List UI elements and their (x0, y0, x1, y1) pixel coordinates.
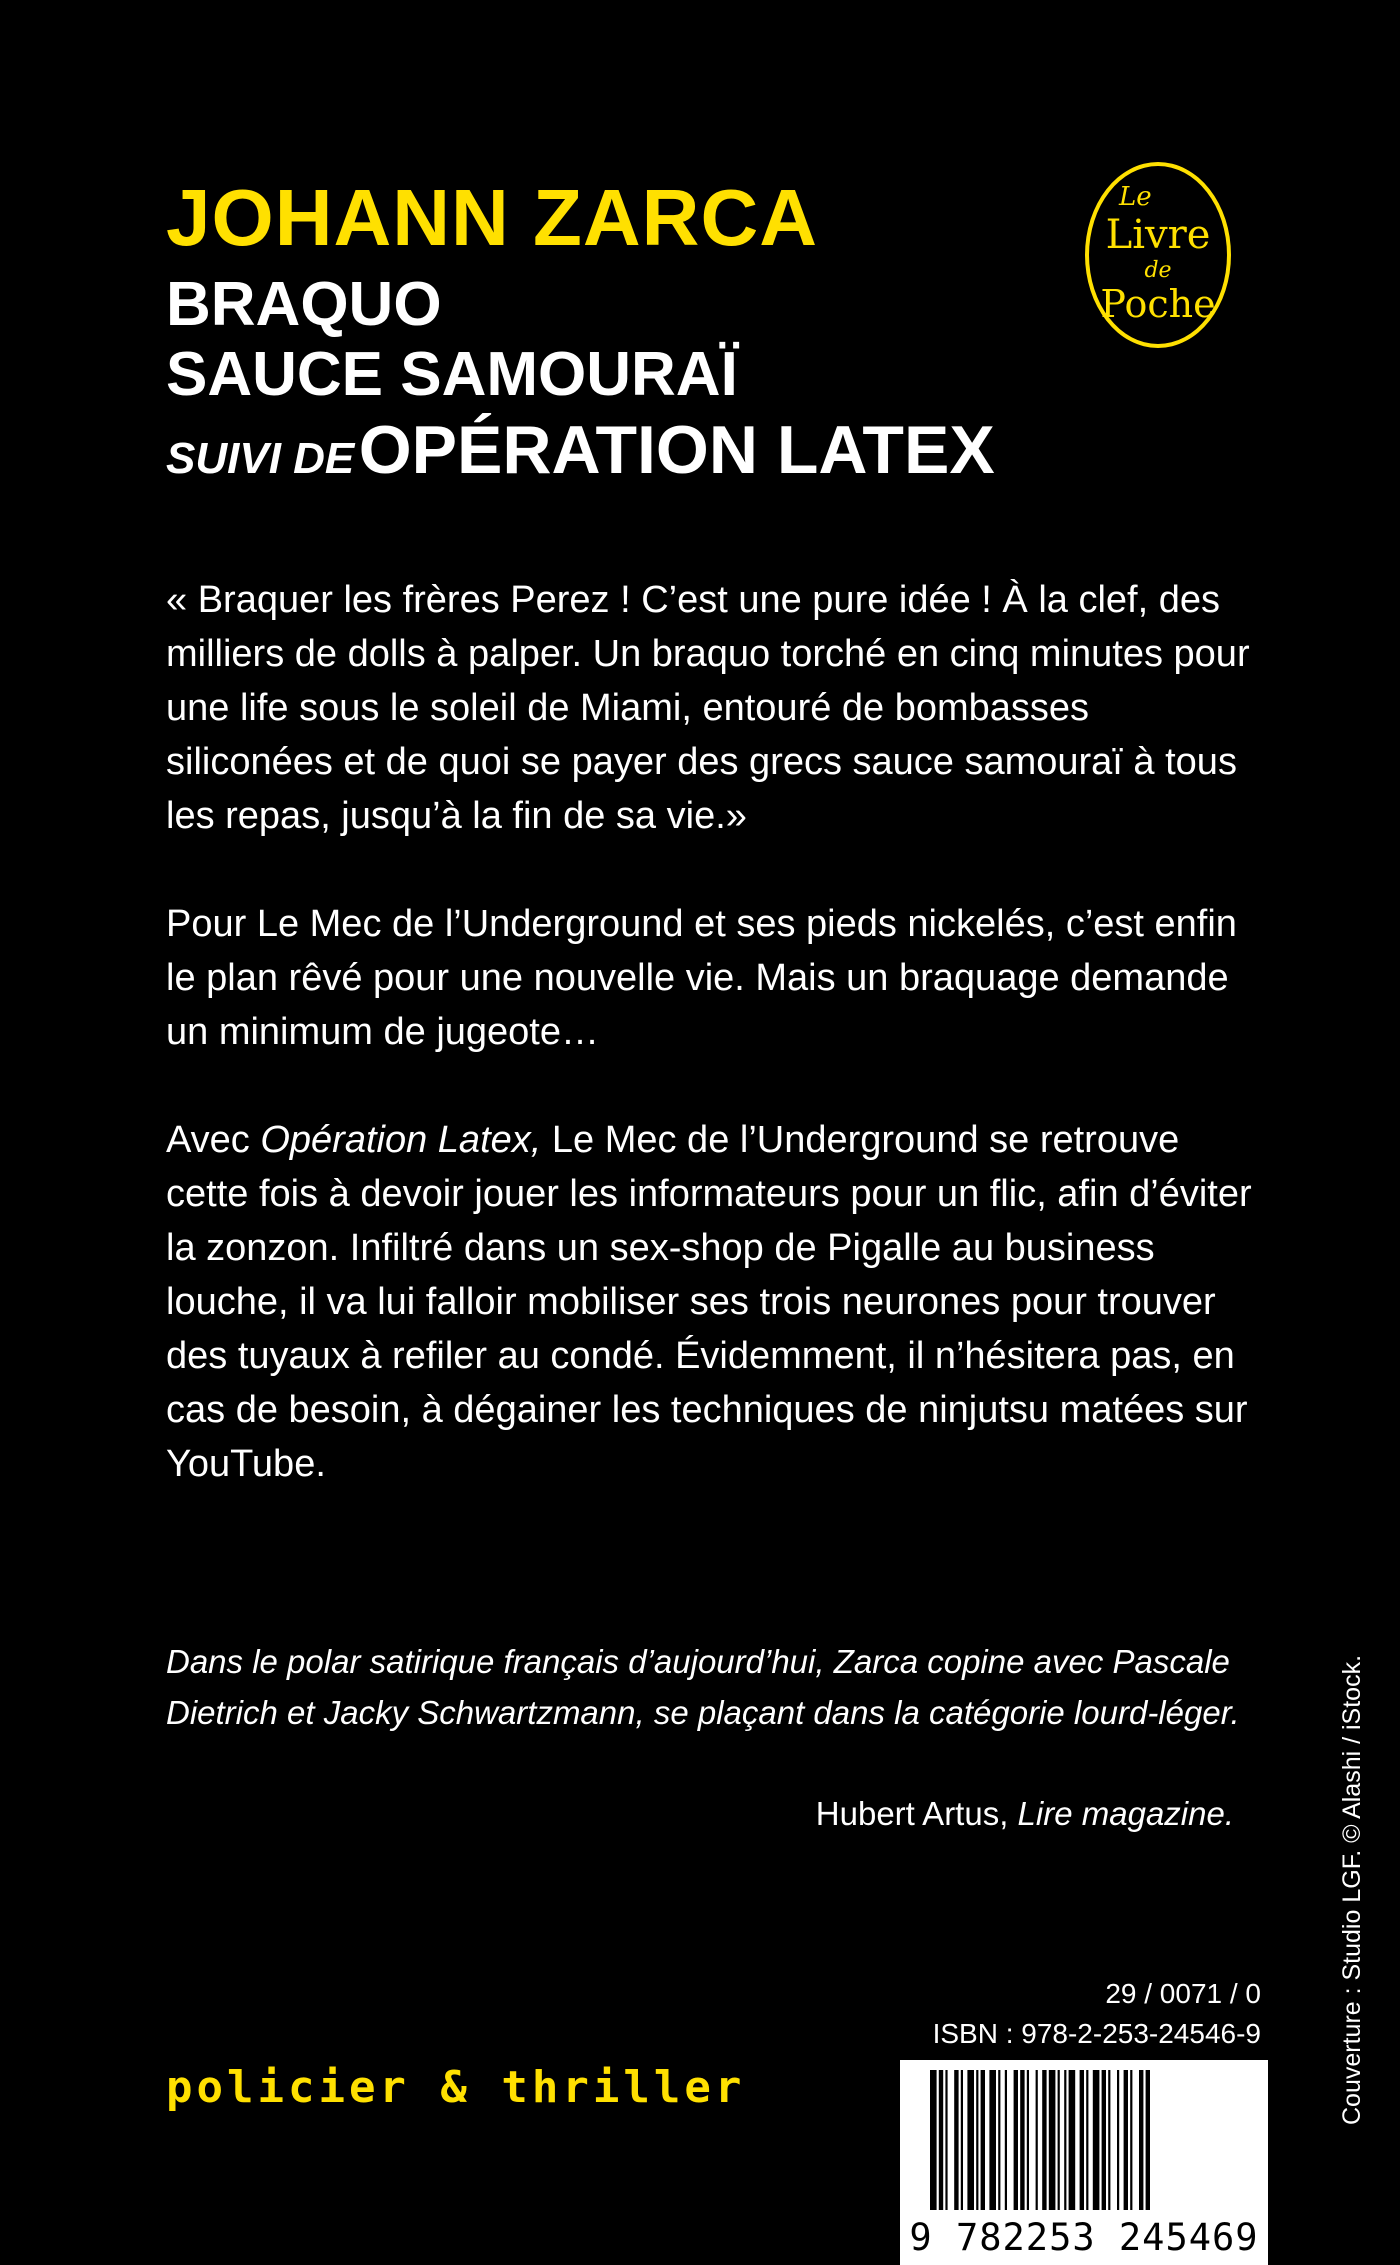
blurb-paragraph-3-rest: Le Mec de l’Underground se retrouve cette fois à devoir jouer les informateurs pour un flic, afin d’éviter la zonzon. Infiltré dans un sex-shop de Pigalle au business louche, il va lui falloir mobiliser ses trois neurones pour trouver des tuyaux à refiler au condé. Évidemment, il n’hésitera pas, en cas de besoin, à dégainer les techniques de ninjutsu matées sur YouTube. (166, 1119, 1252, 1485)
author-name: JOHANN ZARCA (166, 173, 818, 262)
barcode-bar (998, 2070, 1000, 2210)
barcode-bar (1108, 2070, 1110, 2210)
logo-poche: Poche (1100, 282, 1216, 326)
barcode-bar (1139, 2070, 1143, 2210)
barcode-bar (1069, 2070, 1076, 2210)
barcode-bar (1080, 2070, 1084, 2210)
review-source (816, 1788, 1234, 1839)
blurb-paragraph-3-title: Opération Latex, (260, 1119, 542, 1161)
barcode-bar (1064, 2070, 1066, 2210)
barcode-bar (1086, 2070, 1088, 2210)
barcode-bar (1146, 2070, 1150, 2210)
blurb-paragraph-2: Pour Le Mec de l’Underground et ses pieds nickelés, c’est enfin le plan rêvé pour une nouvelle vie. Mais un braquage demande un minimum de jugeote… (166, 903, 1237, 1053)
collection-label: policier & thriller (166, 2062, 746, 2113)
barcode-bar (1020, 2070, 1024, 2210)
title-line-3 (166, 412, 995, 488)
title-line-1: BRAQUO (166, 270, 442, 339)
barcode-bar (1042, 2070, 1046, 2210)
barcode-bar (945, 2070, 947, 2210)
barcode-bar (930, 2070, 937, 2210)
barcode-bar (981, 2070, 985, 2210)
barcode-bar (976, 2070, 978, 2210)
barcode-bar (989, 2070, 996, 2210)
catalog-code: 29 / 0071 / 0 (1105, 1978, 1261, 2009)
livre-de-poche-logo (1085, 162, 1231, 348)
logo-livre: Livre (1105, 212, 1211, 258)
blurb (166, 573, 1256, 1491)
blurb-paragraph-3-intro: Avec (166, 1119, 261, 1161)
barcode-bar (1014, 2070, 1018, 2210)
barcode-bar (939, 2070, 943, 2210)
barcode-bar (1005, 2070, 1007, 2210)
barcode-bar (1058, 2070, 1060, 2210)
review-publication: Lire magazine. (1017, 1795, 1234, 1832)
barcode-bar (1117, 2070, 1119, 2210)
barcode-bar (1102, 2070, 1106, 2210)
barcode-bar (1027, 2070, 1029, 2210)
isbn: ISBN : 978-2-253-24546-9 (932, 2018, 1261, 2049)
review-quote: Dans le polar satirique français d’aujourd’hui, Zarca copine avec Pascale Dietrich et Jacky Schwartzmann, se plaçant dans la catégorie lourd-léger. (166, 1643, 1240, 1731)
suivi-de-label: SUIVI DE (166, 434, 355, 483)
barcode-bar (967, 2070, 974, 2210)
barcode-bar (961, 2070, 963, 2210)
barcode-bar (1093, 2070, 1100, 2210)
review-author: Hubert Artus, (815, 1795, 1018, 1832)
blurb-paragraph-1: « Braquer les frères Perez ! C’est une pure idée ! À la clef, des milliers de dolls à palper. Un braquo torché en cinq minutes pour une life sous le soleil de Miami, entouré de bombasses siliconées et de quoi se payer des grecs sauce samouraï à tous les repas, jusqu’à la fin de sa vie.» (166, 579, 1250, 837)
barcode-bar (1124, 2070, 1128, 2210)
barcode-bar (1049, 2070, 1056, 2210)
barcode (900, 2060, 1268, 2265)
title-line-2: SAUCE SAMOURAÏ (166, 340, 738, 409)
barcode-digits: 9 782253 245469 (909, 2216, 1259, 2259)
blurb-paragraph-3 (166, 1113, 1256, 1491)
logo-le: Le (1119, 182, 1152, 212)
barcode-bar (1036, 2070, 1038, 2210)
barcode-bar (1130, 2070, 1132, 2210)
cover-credit: Couverture : Studio LGF. © Alashi / iStock. (1338, 1654, 1366, 2125)
second-title: OPÉRATION LATEX (358, 412, 995, 488)
logo-de: de (1144, 258, 1172, 283)
barcode-bar (954, 2070, 958, 2210)
